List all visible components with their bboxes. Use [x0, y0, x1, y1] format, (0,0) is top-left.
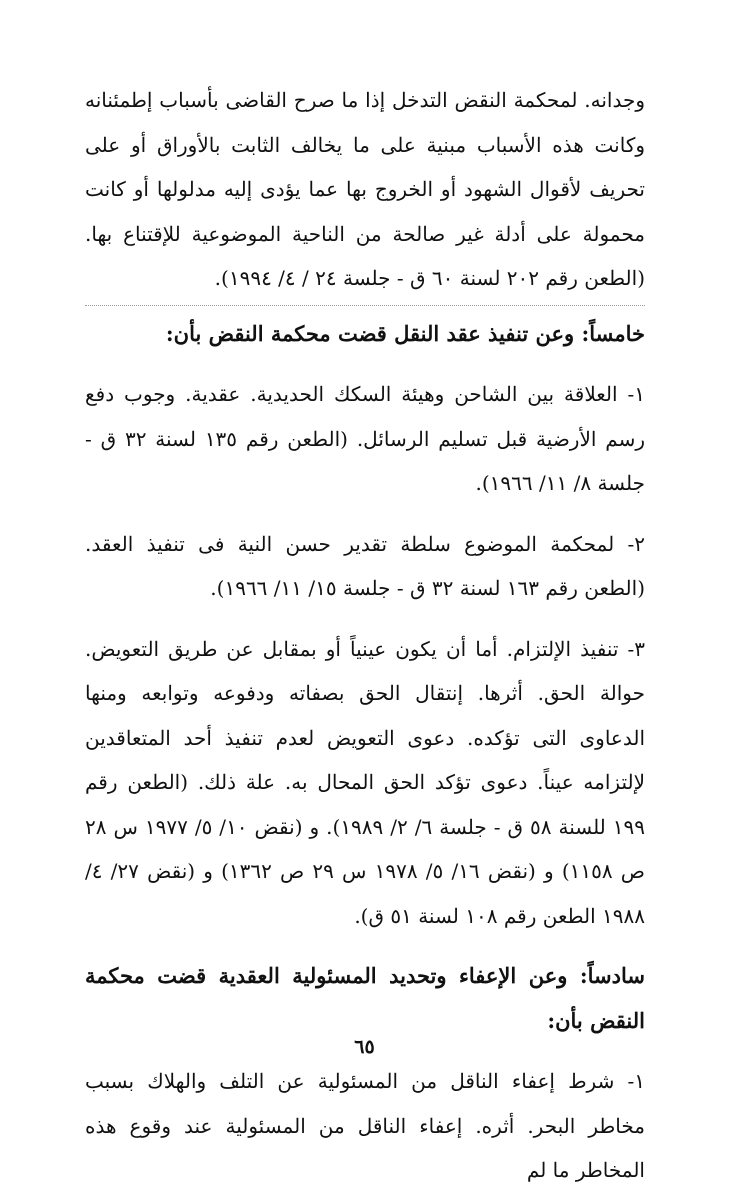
section-heading-sixth: سادساً: وعن الإعفاء وتحديد المسئولية العقدية قضت محكمة النقض بأن: — [85, 963, 645, 1033]
ruling-item-1: ١- العلاقة بين الشاحن وهيئة السكك الحديدية. عقدية. وجوب دفع رسم الأرضية قبل تسليم الرسائل. (الطعن رقم ١٣٥ لسنة ٣٢ ق - جلسة ٨/ ١١/ ١٩٦٦). — [85, 382, 645, 495]
paragraph-intro: وجدانه. لمحكمة النقض التدخل إذا ما صرح القاضى بأسباب إطمئنانه وكانت هذه الأسباب مبنية على ما يخالف الثابت بالأوراق أو على تحريف لأقوال الشهود أو الخروج بها عما يؤدى إليه مدلولها أو كانت محمولة على أدلة غير صالحة من الناحية الموضوعية للإقتناع بها. (الطعن رقم ٢٠٢ لسنة ٦٠ ق - جلسة ٢٤ / ٤/ ١٩٩٤). — [85, 88, 645, 290]
ruling-item-4: ١- شرط إعفاء الناقل من المسئولية عن التلف والهلاك بسبب مخاطر البحر. أثره. إعفاء الناقل من المسئولية عند وقوع هذه المخاطر ما لم — [85, 1069, 645, 1182]
ruling-item-2: ٢- لمحكمة الموضوع سلطة تقدير حسن النية فى تنفيذ العقد. (الطعن رقم ١٦٣ لسنة ٣٢ ق - جلسة ١٥/ ١١/ ١٩٦٦). — [85, 531, 645, 600]
ruling-item-3: ٣- تنفيذ الإلتزام. أما أن يكون عينياً أو بمقابل عن طريق التعويض. حوالة الحق. أثرها. إنتقال الحق بصفاته ودفوعه وتوابعه ومنها الدعاوى التى تؤكده. دعوى التعويض لعدم تنفيذ أحد المتعاقدين لإلتزامه عيناً. دعوى تؤكد الحق المحال به. علة ذلك. (الطعن رقم ١٩٩ للسنة ٥٨ ق - جلسة ٦/ ٢/ ١٩٨٩). و (نقض ١٠/ ٥/ ١٩٧٧ س ٢٨ ص ١١٥٨) و (نقض ١٦/ ٥/ ١٩٧٨ س ٢٩ ص ١٣٦٢) و (نقض ٢٧/ ٤/ ١٩٨٨ الطعن رقم ١٠٨ لسنة ٥١ ق). — [85, 636, 645, 928]
page-number: ٦٥ — [354, 1036, 375, 1058]
divider — [85, 305, 645, 306]
page-body — [85, 78, 645, 1193]
section-heading-fifth: خامساً: وعن تنفيذ عقد النقل قضت محكمة النقض بأن: — [165, 320, 645, 346]
